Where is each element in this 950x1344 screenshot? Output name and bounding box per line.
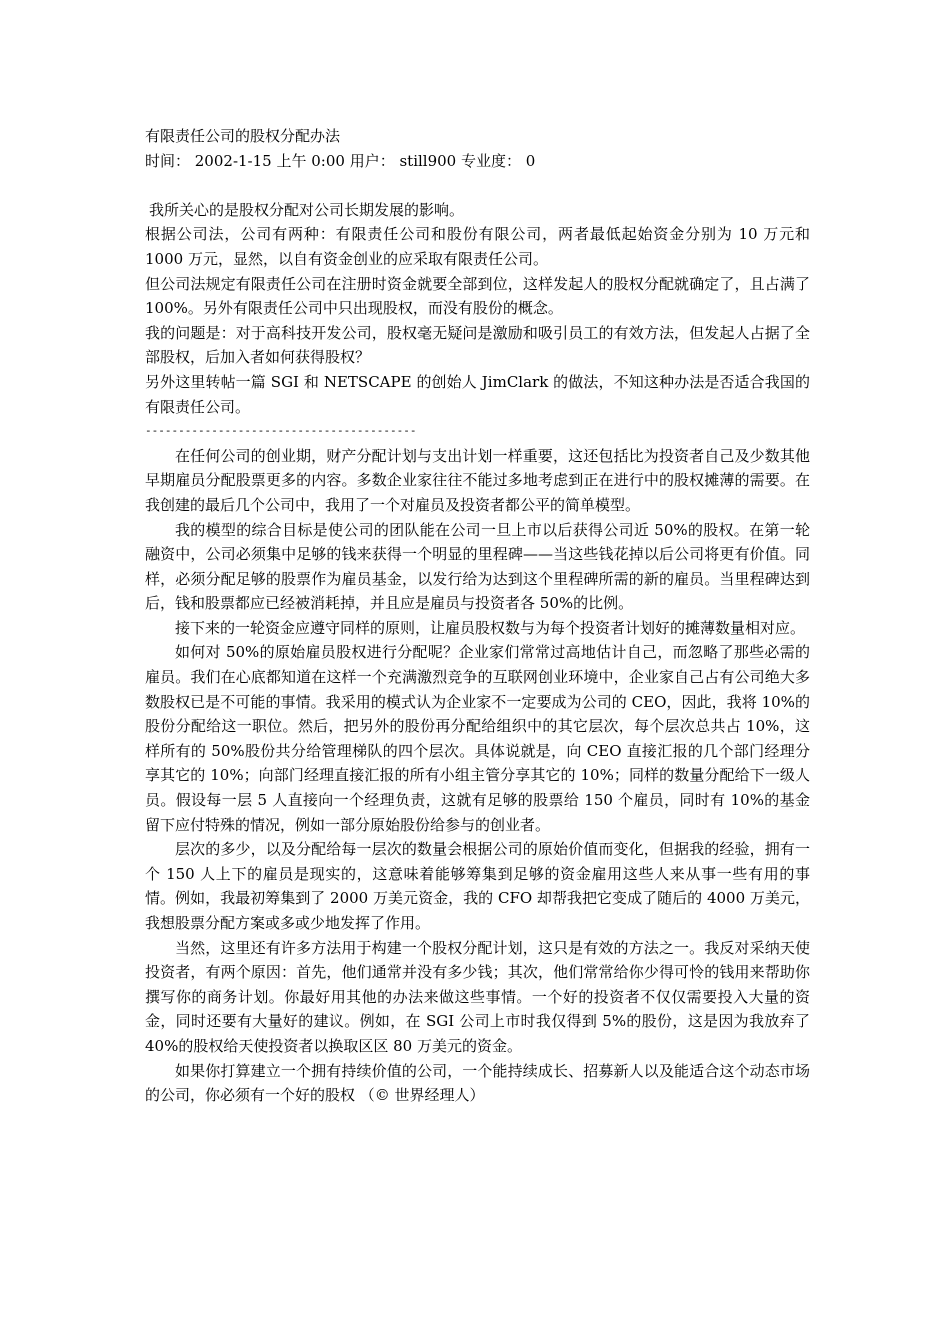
article-paragraph: 如何对 50%的原始雇员股权进行分配呢？企业家们常常过高地估计自己，而忽略了那些必需的雇员。我们在心底都知道在这样一个充满激烈竞争的互联网创业环境中，企业家自己占有公司绝大多数股权已是不可能的事情。我采用的模式认为企业家不一定要成为公司的 CEO，因此，我将 10%的股份分配给这一职位。然后，把另外的股份再分配给组织中的其它层次，每个层次总共占 10%，这样所有的 50%股份共分给管理梯队的四个层次。具体说就是，向 CEO 直接汇报的几个部门经理分享其它的 10%；向部门经理直接汇报的所有小组主管分享其它的 10%；同样的数量分配给下一级人员。假设每一层 5 人直接向一个经理负责，这就有足够的股票给 150 个雇员，同时有 10%的基金留下应付特殊的情况，例如一部分原始股份给参与的创业者。	[145, 643, 810, 834]
article-paragraph: 在任何公司的创业期，财产分配计划与支出计划一样重要，这还包括比为投资者自己及少数其他早期雇员分配股票更多的内容。多数企业家往往不能过多地考虑到正在进行中的股权摊薄的需要。在我创建的最后几个公司中，我用了一个对雇员及投资者都公平的简单模型。	[145, 446, 810, 514]
question-paragraph: 根据公司法，公司有两种：有限责任公司和股份有限公司，两者最低起始资金分别为 10 万元和 1000 万元，显然，以自有资金创业的应采取有限责任公司。	[145, 225, 810, 268]
question-paragraph: 另外这里转帖一篇 SGI 和 NETSCAPE 的创始人 JimClark 的做法，不知这种办法是否适合我国的有限责任公司。	[145, 372, 810, 416]
section-divider: -----------------------------------------	[145, 424, 417, 438]
question-paragraph: 我的问题是：对于高科技开发公司，股权毫无疑问是激励和吸引员工的有效方法，但发起人占据了全部股权，后加入者如何获得股权？	[145, 323, 810, 367]
article-title: 有限责任公司的股权分配办法	[145, 127, 341, 145]
question-paragraph: 我所关心的是股权分配对公司长期发展的影响。	[149, 200, 465, 219]
question-paragraph: 但公司法规定有限责任公司在注册时资金就要全部到位，这样发起人的股权分配就确定了，且占满了 100%。另外有限责任公司中只出现股权，而没有股份的概念。	[145, 274, 810, 318]
article-paragraph: 接下来的一轮资金应遵守同样的原则，让雇员股权数与为每个投资者计划好的摊薄数量相对应。	[175, 618, 806, 637]
article-paragraph: 如果你打算建立一个拥有持续价值的公司，一个能持续成长、招募新人以及能适合这个动态市场的公司，你必须有一个好的股权 （© 世界经理人）	[145, 1061, 810, 1105]
article-paragraph: 我的模型的综合目标是使公司的团队能在公司一旦上市以后获得公司近 50%的股权。在第一轮融资中，公司必须集中足够的钱来获得一个明显的里程碑——当这些钱花掉以后公司将更有价值。同样，必须分配足够的股票作为雇员基金，以发行给为达到这个里程碑所需的新的雇员。当里程碑达到后，钱和股票都应已经被消耗掉，并且应是雇员与投资者各 50%的比例。	[145, 520, 810, 613]
spacer	[145, 173, 810, 198]
article-paragraph: 层次的多少，以及分配给每一层次的数量会根据公司的原始价值而变化，但据我的经验，拥有一个 150 人上下的雇员是现实的，这意味着能够筹集到足够的资金雇用这些人来从事一些有用的事情。例如，我最初筹集到了 2000 万美元资金，我的 CFO 却帮我把它变成了随后的 4000 万美元，我想股票分配方案或多或少地发挥了作用。	[145, 840, 810, 932]
article-paragraph: 当然，这里还有许多方法用于构建一个股权分配计划，这只是有效的方法之一。我反对采纳天使投资者，有两个原因：首先，他们通常并没有多少钱；其次，他们常常给你少得可怜的钱用来帮助你撰写你的商务计划。你最好用其他的办法来做这些事情。一个好的投资者不仅仅需要投入大量的资金，同时还要有大量好的建议。例如，在 SGI 公司上市时我仅得到 5%的股份，这是因为我放弃了 40%的股权给天使投资者以换取区区 80 万美元的资金。	[145, 938, 810, 1055]
document-page	[145, 124, 810, 1108]
post-meta: 时间： 2002-1-15 上午 0:00 用户： still900 专业度： 0	[145, 151, 536, 170]
